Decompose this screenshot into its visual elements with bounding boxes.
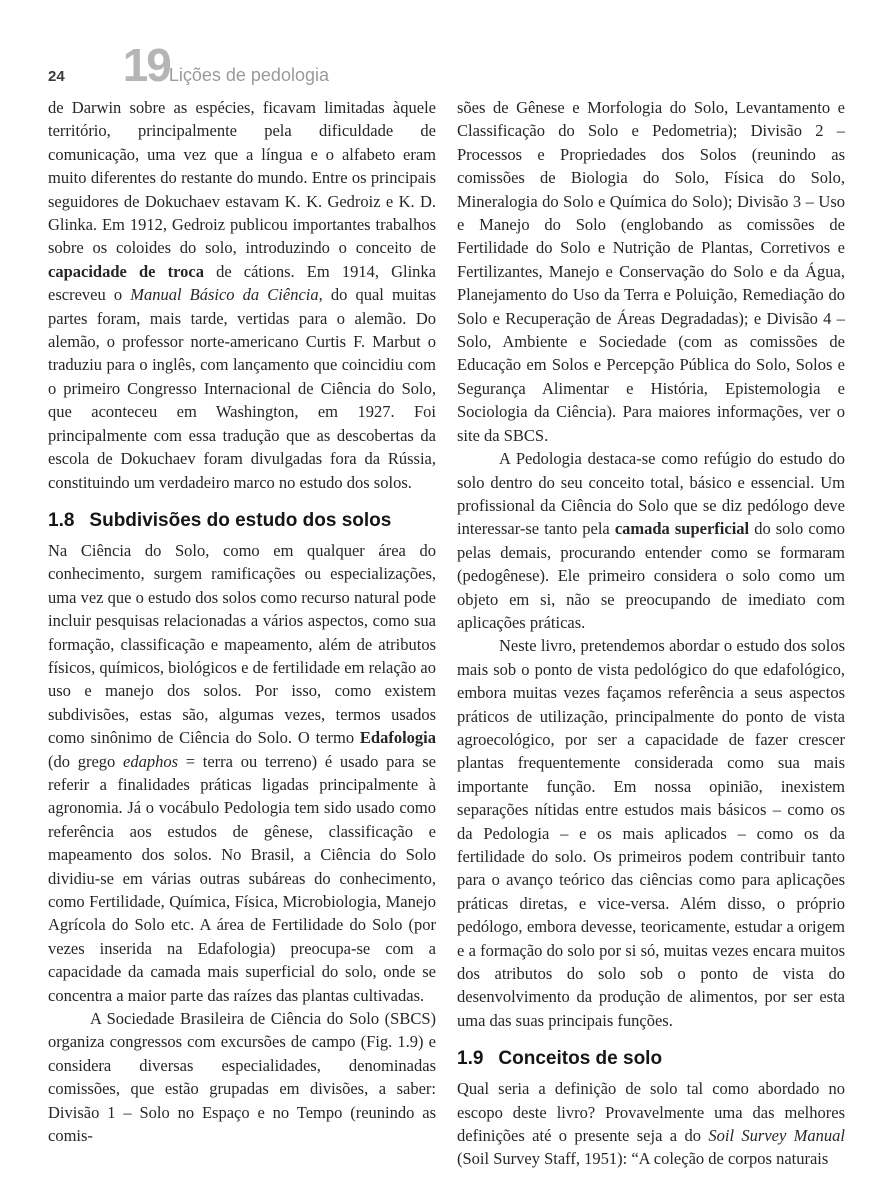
section-heading-1-8 (48, 510, 436, 532)
text-run: do solo como pelas demais, procurando entender como se formaram (pedogênese). Ele primeiro considera o solo como um objeto em si, não se preocupando de imediato com aplicações práticas. (457, 519, 845, 632)
text-run: Qual seria a definição de solo tal como abordado no escopo deste livro? Provavelmente uma das melhores definições até o presente seja a do (457, 1079, 845, 1146)
section-number: 1.9 (457, 1048, 484, 1070)
text-run-bold: Edafologia (359, 728, 436, 748)
paragraph-neste-livro (457, 634, 845, 1032)
text-run: A Sociedade Brasileira de Ciência do Solo (SBCS) organiza congressos com excursões de campo (Fig. 1.9) e considera diversas especialidades, denominadas comissões, que estão grupadas em divisões, a saber: Divisão 1 – Solo no Espaço e no Tempo (reunindo as comis- (48, 1009, 436, 1146)
text-columns (48, 96, 845, 1171)
text-run: A Pedologia destaca-se como refúgio do estudo do solo dentro do seu conceito total, básico e essencial. Um profissional da Ciência do Solo que se diz pedólogo deve interessar-se tanto pela (457, 449, 845, 539)
text-run: de Darwin sobre as espécies, ficavam limitadas àquele território, principalmente pela dificuldade de comunicação, uma vez que a língua e o alfabeto eram muito diferentes do restante do mundo. Entre os principais seguidores de Dokuchaev estavam K. K. Gedroiz e K. D. Glinka. Em 1912, Gedroiz publicou importantes trabalhos sobre os coloides do solo, introduzindo o conceito de (48, 98, 436, 258)
section-number: 1.8 (48, 509, 75, 531)
text-run: (do grego (48, 751, 124, 771)
paragraph-divisions (457, 96, 845, 447)
text-run: de cátions. Em 1914, Glinka escreveu o (48, 261, 436, 305)
paragraph-sbcs (48, 1007, 436, 1147)
text-run: Neste livro, pretendemos abordar o estudo dos solos mais sob o ponto de vista pedológico do que edafológico, embora muitas vezes façamos referência a seus aspectos práticos de utilização, principalmente do ponto de vista agroecológico, por ser a capacidade de fazer crescer plantas frequentemente considerada como sua mais importante função. Em nossa opinião, inexistem separações nítidas entre estudos mais básicos – como os da Pedologia – e os mais aplicados – como os da fertilidade do solo. Os primeiros podem contribuir tanto para o avanço teórico das ciências como para aplicações práticas diretas, e vice-versa. Além disso, o próprio pedólogo, embora devesse, teoricamente, estudar a origem e a formação do solo por si só, muitas vezes encara muitos dos atributos do solo sob o ponto de vista do desenvolvimento da produção de alimentos, por ser esta uma das suas principais funções. (457, 636, 845, 1030)
text-run-italic: Soil Survey Manual (708, 1126, 845, 1146)
paragraph-subdivisions (48, 539, 436, 1007)
running-title: Lições de pedologia (168, 65, 329, 85)
text-run-italic: Manual Básico da Ciência (130, 285, 319, 305)
left-column (48, 96, 436, 1171)
text-run: = terra ou terreno) é usado para se referir a finalidades práticas ligadas principalmente à agronomia. Já o vocábulo Pedologia tem sido usado como referência aos estudos de gênese, classificação e mapeamento dos solos. No Brasil, a Ciência do Solo dividiu-se em várias outras subáreas do conhecimento, como Fertilidade, Química, Física, Microbiologia, Manejo Agrícola do Solo etc. A área de Fertilidade do Solo (por vezes inserida na Edafologia) preocupa-se com a capacidade da camada mais superficial do solo, onde se concentra a maior parte das raízes das plantas cultivadas. (48, 751, 436, 1005)
text-run: (Soil Survey Staff, 1951): “A coleção de corpos naturais (457, 1149, 829, 1169)
section-title: Conceitos de solo (498, 1048, 663, 1070)
text-run: , do qual muitas partes foram, mais tarde, vertidas para o alemão. Do alemão, o professor norte-americano Curtis F. Marbut o traduziu para o inglês, com lançamento que coincidiu com o primeiro Congresso Internacional de Ciência do Solo, que aconteceu em Washington, em 1927. Foi principalmente com essa tradução que as descobertas da escola de Dokuchaev foram divulgadas fora da Rússia, constituindo um verdadeiro marco no estudo dos solos. (48, 285, 437, 492)
section-heading-1-9 (457, 1048, 845, 1070)
text-run: sões de Gênese e Morfologia do Solo, Levantamento e Classificação do Solo e Pedometria); Divisão 2 – Processos e Propriedades dos Solos (reunindo as comissões de Biologia do Solo, Física do Solo, Mineralogia do Solo e Química do Solo); Divisão 3 – Uso e Manejo do Solo (englobando as comissões de Fertilidade do Solo e Nutrição de Plantas, Corretivos e Fertilizantes, Manejo e Conservação do Solo e da Água, Planejamento do Uso da Terra e Poluição, Remediação do Solo e Recuperação de Áreas Degradadas); e Divisão 4 – Solo, Ambiente e Sociedade (com as comissões de Educação em Solos e Percepção Pública do Solo, Solos e Segurança Alimentar e História, Epistemologia e Sociologia da Ciência). Para maiores informações, ver o site da SBCS. (457, 98, 845, 445)
paragraph-darwin-history (48, 96, 436, 494)
chapter-number: 19 (122, 39, 170, 91)
page-number: 24 (48, 68, 65, 85)
paragraph-soil-concepts (457, 1077, 845, 1171)
text-run-bold: capacidade de troca (48, 261, 204, 281)
page-header (48, 39, 845, 91)
text-run: Na Ciência do Solo, como em qualquer área do conhecimento, surgem ramificações ou especializações, uma vez que o estudo dos solos como recurso natural pode incluir pesquisas relacionadas a vários aspectos, como sua formação, classificação e mapeamento, além de atributos físicos, químicos, biológicos e de fertilidade em relação ao uso e manejo dos solos. Por isso, como existem subdivisões, estas são, algumas vezes, termos usados como sinônimo de Ciência do Solo. O termo (48, 540, 436, 748)
section-title: Subdivisões do estudo dos solos (89, 509, 392, 531)
right-column (457, 96, 845, 1171)
paragraph-pedologia (457, 447, 845, 634)
text-run-italic: edaphos (123, 751, 179, 771)
text-run-bold: camada superficial (614, 519, 750, 539)
